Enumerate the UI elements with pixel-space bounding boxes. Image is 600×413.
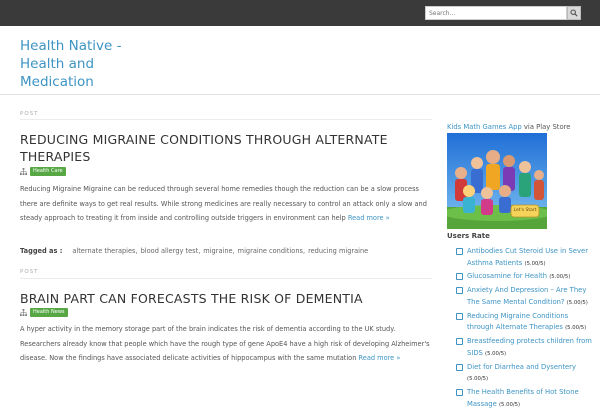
category-badge[interactable]: Health News	[30, 308, 68, 317]
search-input[interactable]	[425, 6, 567, 20]
post-title[interactable]: BRAIN PART CAN FORECASTS THE RISK OF DEMENTIA	[20, 291, 363, 306]
category-badge[interactable]: Health Care	[30, 167, 66, 176]
site-title[interactable]: Health Native - Health and Medication	[20, 38, 122, 90]
section-label: POST	[20, 269, 39, 275]
checkbox-icon	[456, 364, 463, 371]
read-more-link[interactable]: Read more »	[358, 354, 401, 362]
section-divider	[20, 278, 432, 279]
tag-link[interactable]: blood allergy test	[140, 247, 199, 255]
post-excerpt: Reducing Migraine Migraine can be reduced through several home remedies though the reduction can be a slow process there are definite ways to get real results. While strong medicines are really necessary to control an attack only a slow and steady approach to treating it from inside and controlling outside triggers in environment can help Read more »	[20, 185, 427, 222]
checkbox-icon	[456, 389, 463, 396]
promo-link[interactable]: Kids Math Games App	[447, 123, 522, 131]
list-item[interactable]: Breastfeeding protects children from SIDS (5.00/5)	[456, 336, 596, 360]
checkbox-icon	[456, 287, 463, 294]
checkbox-icon	[456, 248, 463, 255]
header-divider	[0, 94, 600, 95]
tag-link[interactable]: alternate therapies	[72, 247, 136, 255]
sitemap-icon	[20, 168, 27, 175]
checkbox-icon	[456, 313, 463, 320]
search-form	[425, 6, 581, 20]
section-label: POST	[20, 111, 39, 117]
search-icon	[570, 9, 578, 17]
read-more-link[interactable]: Read more »	[347, 214, 390, 222]
post-tags: Tagged as : alternate therapies , blood allergy test , migraine , migraine conditions , reducing migraine	[20, 247, 369, 255]
tag-link[interactable]: migraine	[203, 247, 233, 255]
rated-list	[456, 246, 596, 413]
post-meta	[20, 308, 68, 317]
promo-caption: Kids Math Games App via Play Store	[447, 123, 571, 131]
section-divider	[20, 119, 432, 120]
promo-button[interactable]: Let's Start	[513, 208, 537, 213]
promo-image[interactable]	[447, 133, 547, 229]
post-title[interactable]: REDUCING MIGRAINE CONDITIONS THROUGH ALTERNATE THERAPIES	[20, 132, 388, 164]
tag-link[interactable]: reducing migraine	[308, 247, 369, 255]
post-excerpt: A hyper activity in the memory storage part of the brain indicates the risk of dementia according to the UK study. Researchers already know that people which have the rough type of gene ApoE4 have a high risk of developing Alzheimer's disease. Now the findings have associated delicate activities of hippocampus with the same mutation Read more »	[20, 325, 430, 362]
sitemap-icon	[20, 309, 27, 316]
list-item[interactable]: Reducing Migraine Conditions through Alternate Therapies (5.00/5)	[456, 311, 596, 335]
users-rate-title: Users Rate	[447, 232, 490, 240]
list-item[interactable]: Antibodies Cut Steroid Use in Sever Asthma Patients (5.00/5)	[456, 246, 596, 270]
list-item[interactable]: The Health Benefits of Hot Stone Massage (5.00/5)	[456, 387, 596, 411]
checkbox-icon	[456, 273, 463, 280]
list-item[interactable]: Anxiety And Depression – Are They The Same Mental Condition? (5.00/5)	[456, 285, 596, 309]
list-item[interactable]: Diet for Diarrhea and Dysentery (5.00/5)	[456, 362, 596, 386]
tags-label: Tagged as :	[20, 247, 63, 255]
tag-link[interactable]: migraine conditions	[237, 247, 303, 255]
search-button[interactable]	[567, 6, 581, 20]
checkbox-icon	[456, 338, 463, 345]
list-item[interactable]: Glucosamine for Health (5.00/5)	[456, 271, 596, 284]
top-bar	[0, 0, 600, 26]
post-meta	[20, 167, 66, 176]
